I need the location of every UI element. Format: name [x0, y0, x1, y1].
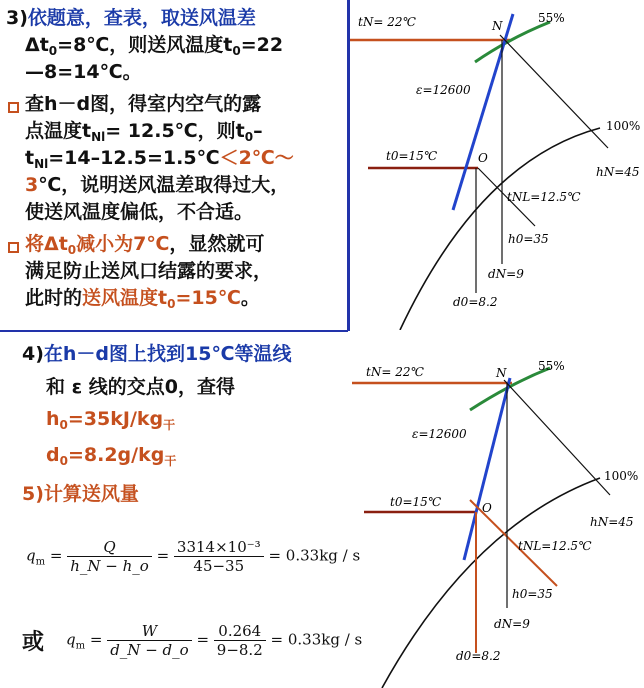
den: d_N − d_o — [110, 641, 189, 659]
N-label: N — [496, 366, 507, 380]
text: d — [46, 444, 60, 466]
rh55-label: 55% — [538, 359, 565, 373]
tNL-label: tNL=12.5℃ — [507, 190, 581, 204]
text: 将Δt — [25, 233, 68, 255]
sub: 0 — [59, 454, 68, 468]
epsilon-label: ε=12600 — [412, 427, 467, 441]
section3-text1: 依题意，查表，取送风温差 — [27, 7, 256, 29]
tNL-label: tNL=12.5℃ — [518, 539, 592, 553]
text: 和 ε 线的交点0，查得 — [46, 376, 236, 398]
hN-label: hN=45 — [596, 165, 640, 179]
text: 或 — [22, 630, 45, 655]
text: =8℃，则送风温度t — [57, 34, 233, 56]
section5-title — [22, 482, 139, 507]
result: = 0.33kg / s — [268, 546, 361, 565]
text: =8.2g/kg — [67, 444, 165, 466]
text: =22 — [240, 34, 284, 56]
section3-number: 3) — [6, 7, 28, 29]
rh100-label: 100% — [606, 119, 641, 133]
den: h_N − h_o — [70, 557, 149, 575]
epsilon-label: ε=12600 — [416, 83, 471, 97]
text: =15℃ — [175, 287, 241, 309]
section3-line3 — [25, 60, 142, 85]
hN-line — [504, 380, 610, 495]
fraction — [107, 622, 191, 659]
delta-t0: Δt — [25, 34, 49, 56]
tN-label: tN= 22℃ — [366, 365, 424, 379]
text: 送风温度t — [82, 287, 168, 309]
section4-number: 4) — [22, 343, 44, 365]
text: 在h－d图上找到15℃等温线 — [43, 343, 292, 365]
num: 0.264 — [214, 622, 266, 641]
fraction — [214, 622, 266, 659]
formula-1: $q_m$ = $\frac{Q}{h\_N - h\_o}$ = $\frac{\text{3314×10⁻³}}{45-35}$ = 0.33kg / s — [26, 538, 361, 575]
sub: Nl — [34, 157, 49, 171]
text: – — [253, 120, 263, 142]
t0-label: t0=15℃ — [390, 495, 442, 509]
hd-chart-top — [350, 0, 644, 330]
bullet1-line1 — [25, 92, 261, 117]
dN-label: dN=9 — [494, 617, 530, 631]
num: W — [107, 622, 191, 641]
rh55-label: 55% — [538, 11, 565, 25]
horizontal-divider — [0, 330, 348, 332]
text: = 12.5℃，则t — [105, 120, 245, 142]
h0-label: h0=35 — [512, 587, 553, 601]
text: ＜2℃～ — [219, 147, 294, 169]
sub: 0 — [232, 44, 241, 58]
bullet2-line2 — [25, 259, 272, 284]
bullet1-square — [8, 98, 19, 117]
hN-label: hN=45 — [590, 515, 634, 529]
text: =35kJ/kg — [67, 408, 164, 430]
text: 3 — [25, 174, 39, 196]
text: ℃，说明送风温差取得过大， — [38, 174, 290, 196]
text: 使送风温度偏低，不合适。 — [25, 201, 254, 223]
t0-label: t0=15℃ — [386, 149, 438, 163]
section3-line1 — [6, 6, 256, 31]
text: 减小为7℃ — [76, 233, 170, 255]
tN-label: tN= 22℃ — [358, 15, 416, 29]
hN-line — [500, 35, 608, 148]
O-label: O — [482, 501, 492, 515]
bullet2-line3 — [25, 286, 260, 317]
qm: q — [26, 546, 36, 565]
text: 此时的 — [25, 287, 83, 309]
hd-chart-bottom — [352, 350, 644, 688]
sub: 0 — [59, 418, 68, 432]
text: 点温度t — [25, 120, 92, 142]
fraction — [174, 538, 264, 575]
sub: m — [35, 556, 46, 568]
d0-label: d0=8.2 — [453, 295, 498, 309]
bullet1-line5 — [25, 200, 253, 225]
text: =14–12.5=1.5℃ — [48, 147, 220, 169]
bullet1-line4 — [25, 173, 289, 198]
rh55-curve — [470, 368, 550, 410]
num: 3314×10⁻³ — [174, 538, 264, 557]
sub: 0 — [244, 130, 254, 144]
text: —8=14℃。 — [25, 61, 142, 83]
formula-2: $q_m$ = $\frac{W}{d\_N - d\_o}$ = $\frac{0.264}{9-8.2}$ = 0.33kg / s — [66, 622, 363, 659]
result: = 0.33kg / s — [270, 630, 363, 649]
text: ，显然就可 — [169, 233, 265, 255]
dN-label: dN=9 — [488, 267, 524, 281]
fraction — [67, 538, 152, 575]
text: 满足防止送风口结露的要求， — [25, 260, 273, 282]
sub: 干 — [164, 454, 177, 468]
sub: 0 — [67, 243, 77, 257]
section4-line1 — [22, 342, 291, 367]
sub: Nl — [91, 130, 106, 144]
rh100-label: 100% — [604, 469, 639, 483]
h0-value — [46, 407, 175, 438]
text: t — [25, 147, 35, 169]
den: 45−35 — [193, 557, 245, 575]
den: 9−8.2 — [216, 641, 263, 659]
text: 查h－d图，得室内空气的露 — [25, 93, 262, 115]
text: 5)计算送风量 — [22, 483, 139, 505]
O-label: O — [478, 151, 488, 165]
num: Q — [67, 538, 152, 557]
h0-label: h0=35 — [508, 232, 549, 246]
text: 。 — [240, 287, 260, 309]
sub: 0 — [48, 44, 58, 58]
sub: 干 — [163, 418, 176, 432]
d0-label: d0=8.2 — [456, 649, 501, 663]
sub: 0 — [167, 297, 176, 311]
text: h — [46, 408, 60, 430]
N-label: N — [492, 19, 503, 33]
rh55-curve — [475, 22, 550, 62]
or-label — [22, 630, 44, 655]
bullet2-square — [8, 238, 19, 257]
section4-line2 — [46, 375, 235, 400]
d0-value — [46, 443, 176, 474]
